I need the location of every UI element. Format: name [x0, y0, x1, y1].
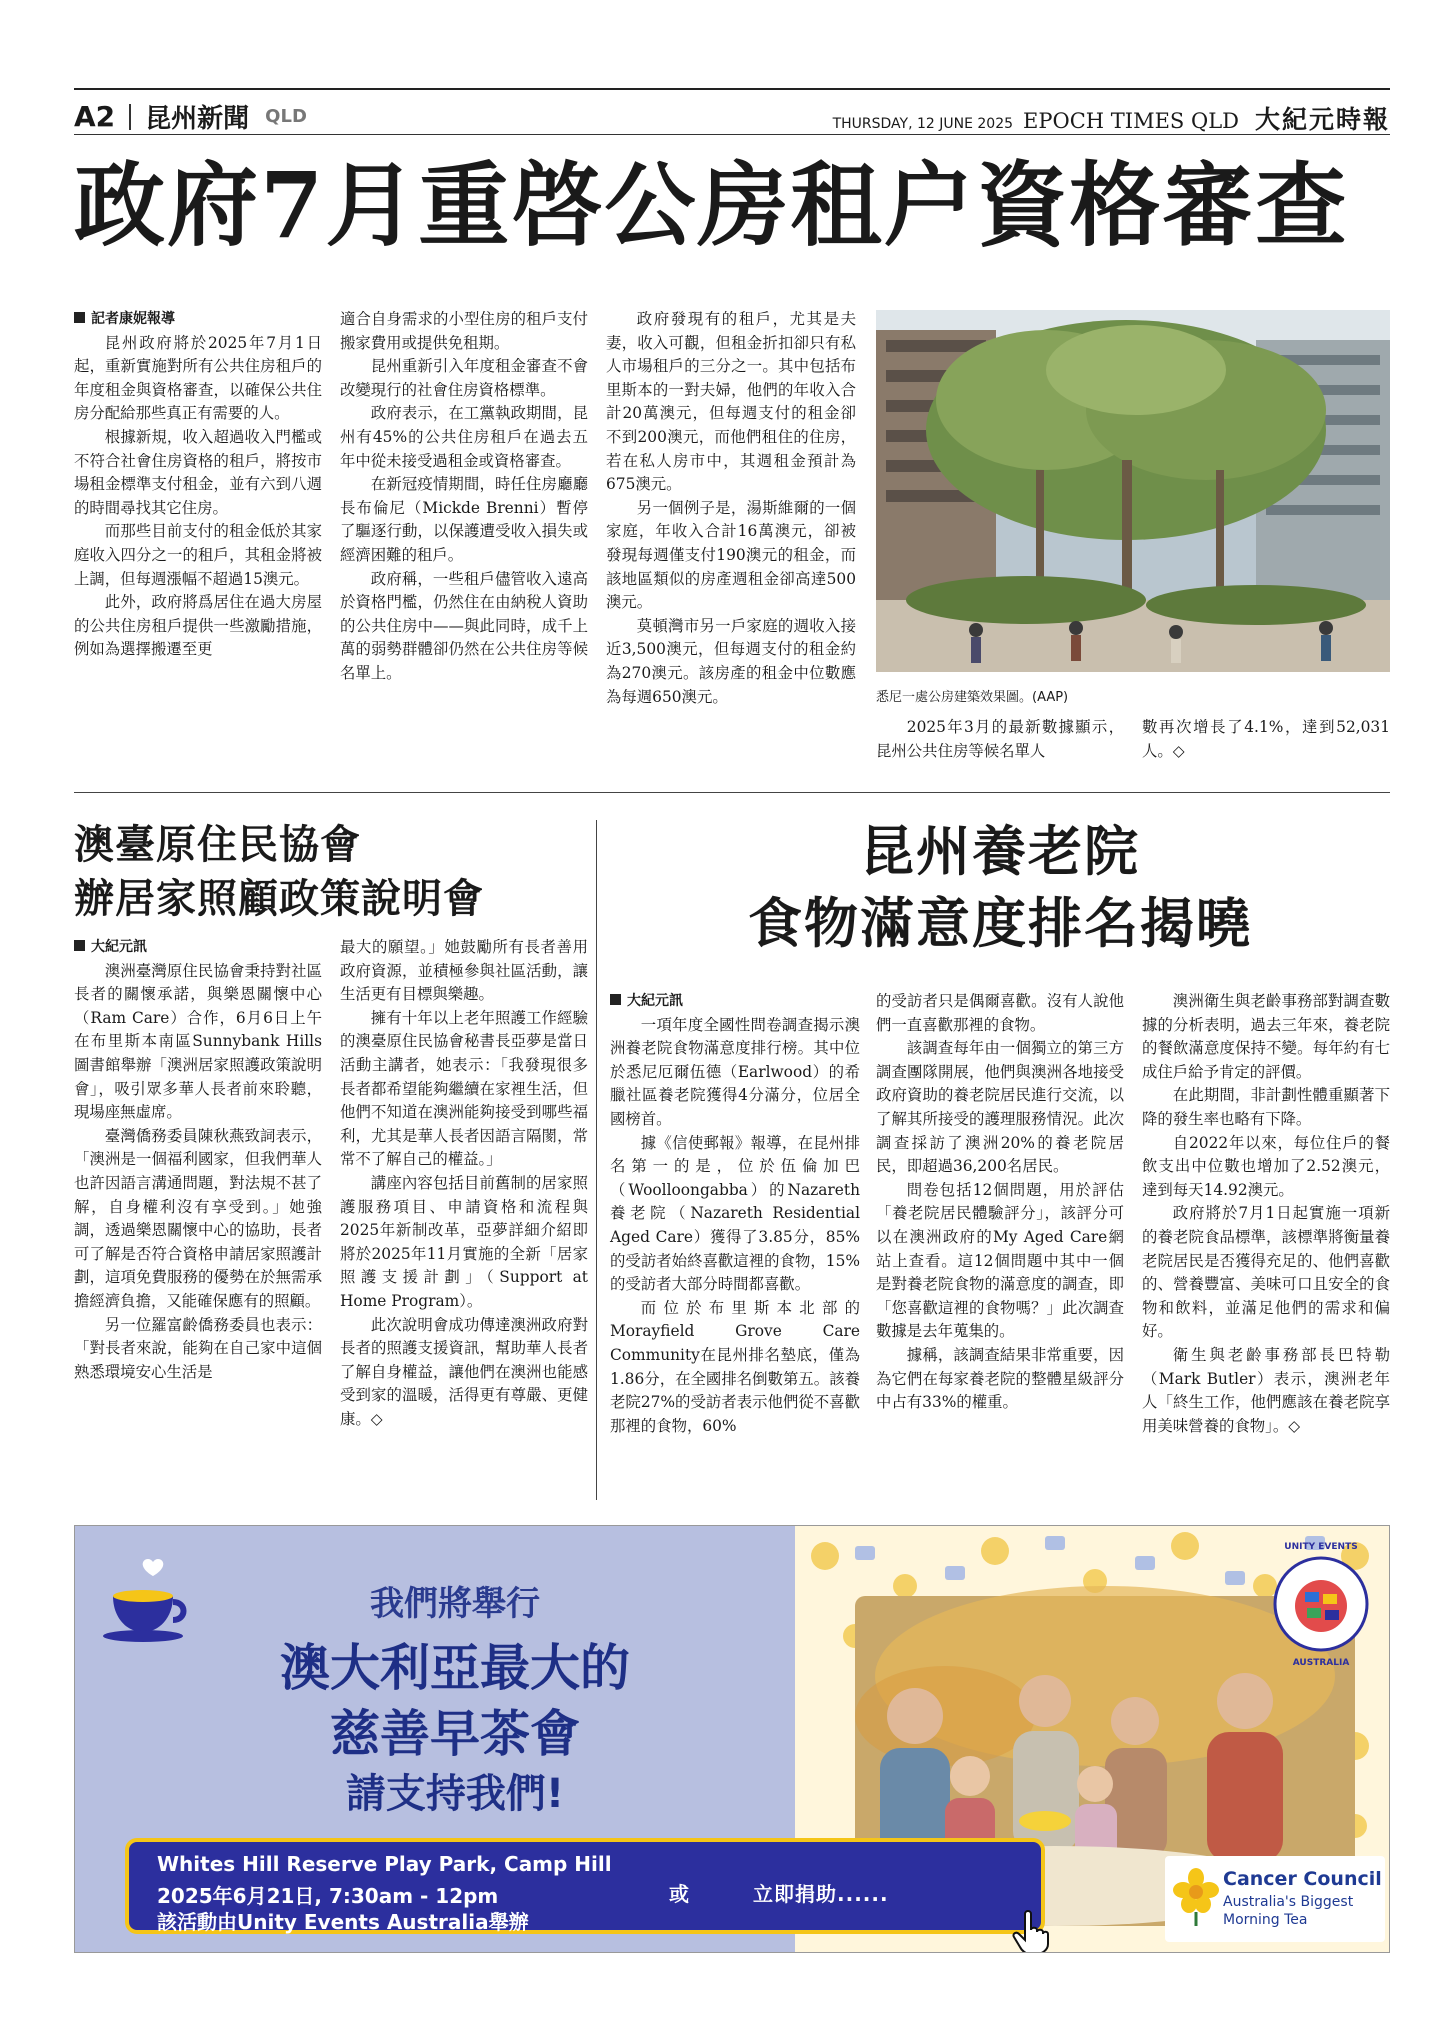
- cc-sub2: Morning Tea: [1223, 1912, 1308, 1928]
- event-venue: Whites Hill Reserve Play Park, Camp Hill: [157, 1852, 612, 1876]
- article3-col1: [610, 990, 860, 1438]
- paragraph: 適合自身需求的小型住房的租戶支付搬家費用或提供免租期。: [340, 310, 588, 352]
- badge-bottom-text: AUSTRALIA: [1292, 1658, 1350, 1668]
- article1-col1: [74, 308, 322, 662]
- paragraph: 政府表示，在工黨執政期間，昆州有45%的公共住房租戶在過去五年中從未接受過租金或資格審查。: [340, 404, 588, 470]
- section-rule: [74, 792, 1390, 793]
- paper-logo: 大紀元時報: [1254, 105, 1390, 134]
- paragraph: 講座內容包括目前舊制的居家照護服務項目、申請資格和流程與2025年新制改革，亞夢詳細介紹即將於2025年11月實施的全新「居家照護支援計劃」（Support at Home Program）。: [340, 1173, 588, 1310]
- paragraph: 澳洲臺灣原住民協會秉持對社區長者的關懷承諾，與樂恩關懷中心（Ram Care）合作，6月6日上午在布里斯本南區Sunnybank Hills圖書館舉辦「澳洲居家照護政策說明會」，吸引眾多華人長者前來聆聽，現場座無虛席。: [74, 961, 322, 1122]
- paragraph: 澳洲衛生與老齡事務部對調查數據的分析表明，過去三年來，養老院的餐飲滿意度保持不變。每年約有七成住戶給予肯定的評價。: [1142, 992, 1390, 1081]
- ad-line-3: 慈善早茶會: [330, 1705, 580, 1763]
- paragraph: 臺灣僑務委員陳秋燕致詞表示，「澳洲是一個福利國家，但我們華人也許因語言溝通問題，對法規不甚了解，自身權利沒有享受到。」她強調，透過樂恩關懷中心的協助，長者可了解是否符合資格申請居家照護計劃，這項免費服務的優勢在於無需承擔經濟負擔，又能確保應有的照顧。: [74, 1126, 322, 1310]
- housing-render-photo: [876, 310, 1390, 672]
- paragraph: 在新冠疫情期間，時任住房廳廳長布倫尼（Mickde Brenni）暫停了驅逐行動，以保護遭受收入損失或經濟困難的租戶。: [340, 475, 588, 564]
- column-divider: [596, 820, 597, 1500]
- paragraph: 此外，政府將爲居住在過大房屋的公共住房租戶提供一些激勵措施，例如為選擇搬遷至更: [74, 593, 322, 659]
- paragraph: 而位於布里斯本北部的Morayfield Grove Care Community在昆州排名墊底，僅為1.86分，在全國排名倒數第五。該養老院27%的受訪者表示他們從不喜歡那裡的食物，60%: [610, 1298, 860, 1435]
- unity-events-badge: [1271, 1554, 1371, 1654]
- paragraph: 一項年度全國性問卷調查揭示澳洲養老院食物滿意度排行榜。其中位於悉尼厄爾伍德（Earlwood）的希臘社區養老院獲得4分滿分，位居全國榜首。: [610, 1015, 860, 1128]
- headline-line: 食物滿意度排名揭曉: [748, 892, 1252, 955]
- paragraph: 莫頓灣市另一戶家庭的週收入接近3,500澳元，但每週支付的租金約為270澳元。該房產的租金中位數應為每週650澳元。: [606, 616, 856, 706]
- cc-sub1: Australia's Biggest: [1223, 1894, 1354, 1910]
- region-label: QLD: [265, 106, 307, 127]
- paragraph: 而那些目前支付的租金低於其家庭收入四分之一的租戶，其租金將被上調，但每週漲幅不超過15澳元。: [74, 522, 322, 588]
- header-bottom-rule: [74, 134, 1390, 135]
- headline-line: 澳臺原住民協會: [74, 822, 361, 868]
- paragraph: 昆州重新引入年度租金審查不會改變現行的社會住房資格標準。: [340, 357, 588, 399]
- paragraph: 政府稱，一些租戶儘管收入遠高於資格門檻，仍然住在由納稅人資助的公共住房中——與此同時，成千上萬的弱勢群體卻仍然在公共住房等候名單上。: [340, 569, 588, 682]
- article1-headline: 政府7月重啓公房租户資格審查: [74, 153, 1349, 259]
- article3-col3: [1142, 990, 1390, 1438]
- donate-now-link[interactable]: 立即捐助......: [753, 1882, 889, 1906]
- ad-info-bar: [125, 1838, 1045, 1934]
- paragraph: 衛生與老齡事務部長巴特勒（Mark Butler）表示，澳洲老年人「終生工作，他們應該在養老院享用美味營養的食物」。◇: [1142, 1345, 1390, 1435]
- paragraph: 政府將於7月1日起實施一項新的養老院食品標準，該標準將衡量養老院居民是否獲得充足的、他們喜歡的、營養豐富、美味可口且安全的食物和飲料，並滿足他們的需求和偏好。: [1142, 1204, 1390, 1341]
- teacup-icon: [95, 1556, 205, 1646]
- masthead: [833, 100, 1390, 136]
- paragraph: 據《信使郵報》報導，在昆州排名第一的是，位於伍倫加巴（Woolloongabba）的Nazareth養老院（Nazareth Residential Aged Care）獲得了3.85分，85%的受訪者始終喜歡這裡的食物，15%的受訪者大部分時間都喜歡。: [610, 1133, 860, 1294]
- byline-square-icon: [74, 312, 85, 323]
- article1-byline: 記者康妮報導: [74, 308, 322, 332]
- article2-headline: [74, 818, 484, 926]
- article2-col1: [74, 936, 322, 1384]
- byline-square-icon: [610, 994, 621, 1005]
- article2-col2: [340, 936, 588, 1431]
- daffodil-icon: [1173, 1868, 1219, 1928]
- ad-line-1: 我們將舉行: [370, 1584, 540, 1624]
- byline-square-icon: [74, 940, 85, 951]
- page-section-label: [74, 98, 307, 135]
- paragraph: 根據新規，收入超過收入門檻或不符合社會住房資格的租戶，將按市場租金標準支付租金，並有六到八週的時間尋找其它住房。: [74, 427, 322, 517]
- page-number: A2: [74, 100, 116, 133]
- paragraph: 的受訪者只是偶爾喜歡。沒有人說他們一直喜歡那裡的食物。: [876, 992, 1124, 1034]
- article1-col2: [340, 308, 588, 686]
- headline-line: 昆州養老院: [860, 820, 1140, 883]
- headline-line: 辦居家照顧政策說明會: [74, 876, 484, 922]
- issue-date: THURSDAY, 12 JUNE 2025: [832, 116, 1014, 132]
- paragraph: 問卷包括12個問題，用於評估「養老院居民體驗評分」，該評分可以在澳洲政府的My Aged Care網站上查看。這12個問題中其中一個是對養老院食物的滿意度的調查，即「您喜歡這裡的食物嗎？」此次調查數據是去年蒐集的。: [876, 1180, 1124, 1341]
- paper-name-en: EPOCH TIMES QLD: [1023, 109, 1239, 133]
- section-name: 昆州新聞: [145, 104, 250, 134]
- article1-col3: [606, 308, 856, 709]
- paragraph: 另一位羅富齡僑務委員也表示：「對長者來說，能夠在自己家中這個熟悉環境安心生活是: [74, 1315, 322, 1381]
- ad-line-2: 澳大利亞最大的: [280, 1639, 630, 1697]
- article3-byline: 大紀元訊: [610, 990, 860, 1014]
- badge-top-text: UNITY EVENTS: [1284, 1542, 1358, 1552]
- paragraph: 2025年3月的最新數據顯示，昆州公共住房等候名單人: [876, 718, 1124, 760]
- paragraph: 此次說明會成功傳達澳洲政府對長者的照護支援資訊，幫助華人長者了解自身權益，讓他們在澳洲也能感受到家的溫暖，活得更有尊嚴、更健康。◇: [340, 1315, 588, 1428]
- header-top-rule: [74, 88, 1390, 90]
- event-organizer: 該活動由Unity Events Australia舉辦: [157, 1910, 529, 1934]
- hand-pointer-icon: [1011, 1910, 1051, 1953]
- photo-caption: 悉尼一處公房建築效果圖。(AAP): [876, 690, 1069, 705]
- paragraph: 昆州政府將於2025年7月1日起，重新實施對所有公共住房租戶的年度租金與資格審查，以確保公共住房分配給那些真正有需要的人。: [74, 333, 322, 423]
- cancer-council-logo: [1165, 1856, 1385, 1942]
- article1-col4: [876, 716, 1124, 763]
- paragraph: 最大的願望。」她鼓勵所有長者善用政府資源，並積極參與社區活動，讓生活更有目標與樂趣。: [340, 938, 588, 1004]
- paragraph: 據稱，該調查結果非常重要，因為它們在每家養老院的整體星級評分中占有33%的權重。: [876, 1345, 1124, 1412]
- ad-line-4: 請支持我們!: [345, 1771, 565, 1817]
- article2-byline: 大紀元訊: [74, 936, 322, 960]
- paragraph: 在此期間，非計劃性體重顯著下降的發生率也略有下降。: [1142, 1086, 1390, 1128]
- header-divider: [129, 104, 131, 130]
- article3-col2: [876, 990, 1124, 1415]
- paragraph: 政府發現有的租戶，尤其是夫妻，收入可觀，但租金折扣卻只有私人市場租戶的三分之一。其中包括布里斯本的一對夫婦，他們的年收入合計20萬澳元，但每週支付的租金卻不到200澳元，而他們租住的住房，若在私人房市中，其週租金預計為675澳元。: [606, 310, 856, 494]
- cc-brand: Cancer Council: [1223, 1868, 1382, 1890]
- article1-col5: [1142, 716, 1390, 763]
- article3-headline: [610, 816, 1390, 960]
- paragraph: 數再次增長了4.1%，達到52,031人。◇: [1142, 718, 1390, 760]
- event-datetime: 2025年6月21日, 7:30am - 12pm: [157, 1884, 499, 1908]
- charity-morning-tea-ad[interactable]: [74, 1525, 1390, 1953]
- paragraph: 該調查每年由一個獨立的第三方調查團隊開展，他們與澳洲各地接受政府資助的養老院居民進行交流，以了解其所接受的護理服務情況。此次調查採訪了澳洲20%的養老院居民，即超過36,200名居民。: [876, 1039, 1124, 1176]
- or-label: 或: [669, 1882, 689, 1906]
- paragraph: 自2022年以來，每位住戶的餐飲支出中位數也增加了2.52澳元，達到每天14.92澳元。: [1142, 1133, 1390, 1199]
- paragraph: 另一個例子是，湯斯維爾的一個家庭，年收入合計16萬澳元，卻被發現每週僅支付190澳元的租金，而該地區類似的房產週租金卻高達500澳元。: [606, 498, 856, 612]
- paragraph: 擁有十年以上老年照護工作經驗的澳臺原住民協會秘書長亞夢是當日活動主講者，她表示：「我發現很多長者都希望能夠繼續在家裡生活，但他們不知道在澳洲能夠接受到哪些福利，尤其是華人長者因語言隔閡，常常不了解自己的權益。」: [340, 1008, 588, 1169]
